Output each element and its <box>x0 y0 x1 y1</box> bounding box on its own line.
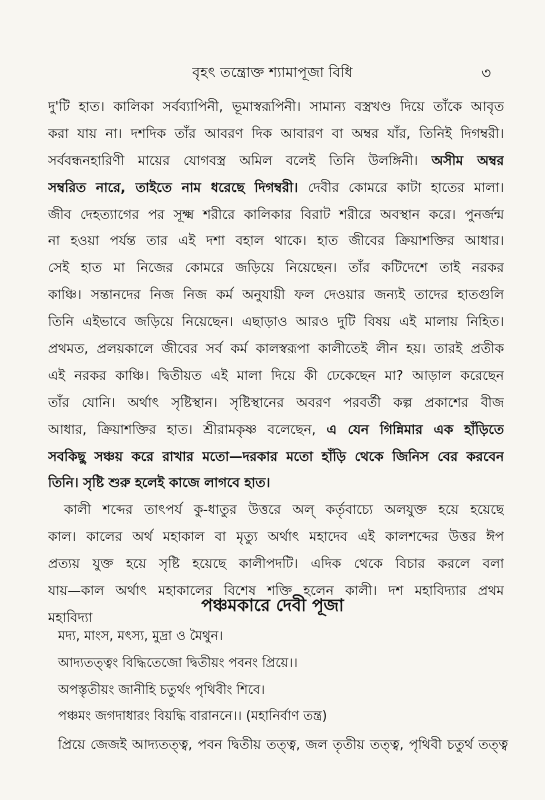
text-line: না হওয়া পর্যন্ত তার এই দশা বহাল থাকে। হাত জীবের ক্রিয়াশক্তির আধার। <box>48 234 504 250</box>
verse-line: আদ্যতত্ত্বং বিদ্ধিতেজো দ্বিতীয়ং পবনং প্রিয়ে।। <box>58 655 298 671</box>
text-line: জীব দেহত্যাগের পর সূক্ষ্ম শরীরে কালিকার বিরাট শরীরে অবস্থান করে। পুনর্জন্ম <box>48 207 504 223</box>
header-title: বৃহৎ তন্ত্রোক্ত শ্যামাপূজা বিধি <box>192 65 353 81</box>
text-line: এই নরকর কাঞ্চি। দ্বিতীয়ত এই মালা দিয়ে কী ঢেকেছেন মা? আড়াল করেছেন <box>48 368 504 384</box>
verse-line: পঞ্চমং জগদাধারং বিয়দ্ধি বারাননে।। (মহানির্বাণ তন্ত্র) <box>58 709 328 725</box>
text-segment: আধার, ক্রিয়াশক্তির হাত। শ্রীরামকৃষ্ণ বলেছেন, <box>48 422 316 438</box>
bold-segment: সম্বরিত নারে, তাইতে নাম ধরেছে দিগম্বরী। <box>48 180 299 196</box>
text-segment: সর্ববন্ধনহারিণী মায়ের যোগবস্ত্র অমিল বলেই তিনি উলঙ্গিনী। <box>48 153 418 169</box>
text-segment: দেবীর কোমরে কাটা হাতের মালা। <box>307 180 504 196</box>
bold-segment: অসীম অম্বর <box>431 153 504 169</box>
text-line: দু'টি হাত। কালিকা সর্বব্যাপিনী, ভূমাস্বরূপিনী। সামান্য বস্ত্রখণ্ড দিয়ে তাঁকে আবৃত <box>48 100 504 115</box>
running-header <box>0 62 545 84</box>
text-line: তিনি এইভাবে জড়িয়ে নিয়েছেন। এছাড়াও আরও দুটি বিষয় এই মালায় নিহিত। <box>48 315 504 331</box>
verse-line: মদ্য, মাংস, মৎস্য, মুদ্রা ও মৈথুন। <box>58 629 224 644</box>
text-line: মহাবিদ্যা <box>48 610 93 626</box>
text-line: করা যায় না। দশদিক তাঁর আবরণ দিক আবারণ বা অম্বর যাঁর, তিনিই দিগম্বরী। <box>48 126 504 142</box>
verse-block <box>58 624 508 731</box>
text-line-bold: সবকিছু সঞ্চয় করে রাখার মতো—দরকার মতো হাঁড়ি থেকে জিনিস বের করবেন <box>48 449 504 465</box>
text-line-bold: তিনি। সৃষ্টি শুরু হলেই কাজে লাগবে হাত। <box>48 476 271 492</box>
text-line: কাল। কালের অর্থ মহাকাল বা মৃত্যু অর্থাৎ মহাদেব এই কালশব্দের উত্তর ঈপ <box>48 530 504 546</box>
text-line: প্রত্যয় যুক্ত হয়ে সৃষ্টি হয়েছে কালীপদটি। এদিক থেকে বিচার করলে বলা <box>48 557 504 573</box>
text-line: কাঞ্চি। সন্তানদের নিজ নিজ কর্ম অনুযায়ী ফল দেওয়ার জন্যই তাদের হাতগুলি <box>48 288 504 304</box>
final-text-line: প্রিয়ে জেজই আদ্যতত্ত্ব, পবন দ্বিতীয় তত্ত্ব, জল তৃতীয় তত্ত্ব, পৃথিবী চতুর্থ তত্ত্ব <box>58 738 508 753</box>
bold-segment: এ যেন গিন্নিমার এক হাঁড়িতে <box>326 422 504 438</box>
text-line: প্রথমত, প্রলয়কালে জীবের সর্ব কর্ম কালস্বরূপা কালীতেই লীন হয়। তারই প্রতীক <box>48 342 504 358</box>
body-text <box>48 95 504 633</box>
text-line: যায়—কাল অর্থাৎ মহাকালের বিশেষ শক্তি হলেন কালী। দশ মহাবিদ্যার প্রথম <box>48 584 504 600</box>
text-line-bold <box>48 176 504 203</box>
text-line <box>48 418 504 445</box>
verse-line: অপস্তৃতীয়ং জানীহি চতুর্থং পৃথিবীং শিবে। <box>58 682 265 698</box>
page-number: ৩ <box>481 64 491 82</box>
text-line: কালী শব্দের তাৎপর্য কু-ধাতুর উত্তরে অল্ কর্তৃবাচ্যে অলযুক্ত হয়ে হয়েছে <box>64 503 504 519</box>
text-line <box>48 149 504 176</box>
text-line: সেই হাত মা নিজের কোমরে জড়িয়ে নিয়েছেন। তাঁর কটিদেশে তাই নরকর <box>48 261 504 277</box>
section-heading: পঞ্চমকারে দেবী পূজা <box>201 596 344 616</box>
text-line: তাঁর যোনি। অর্থাৎ সৃষ্টিস্থান। সৃষ্টিস্থানের অবরণ পরবর্তী কল্প প্রকাশের বীজ <box>48 395 504 411</box>
